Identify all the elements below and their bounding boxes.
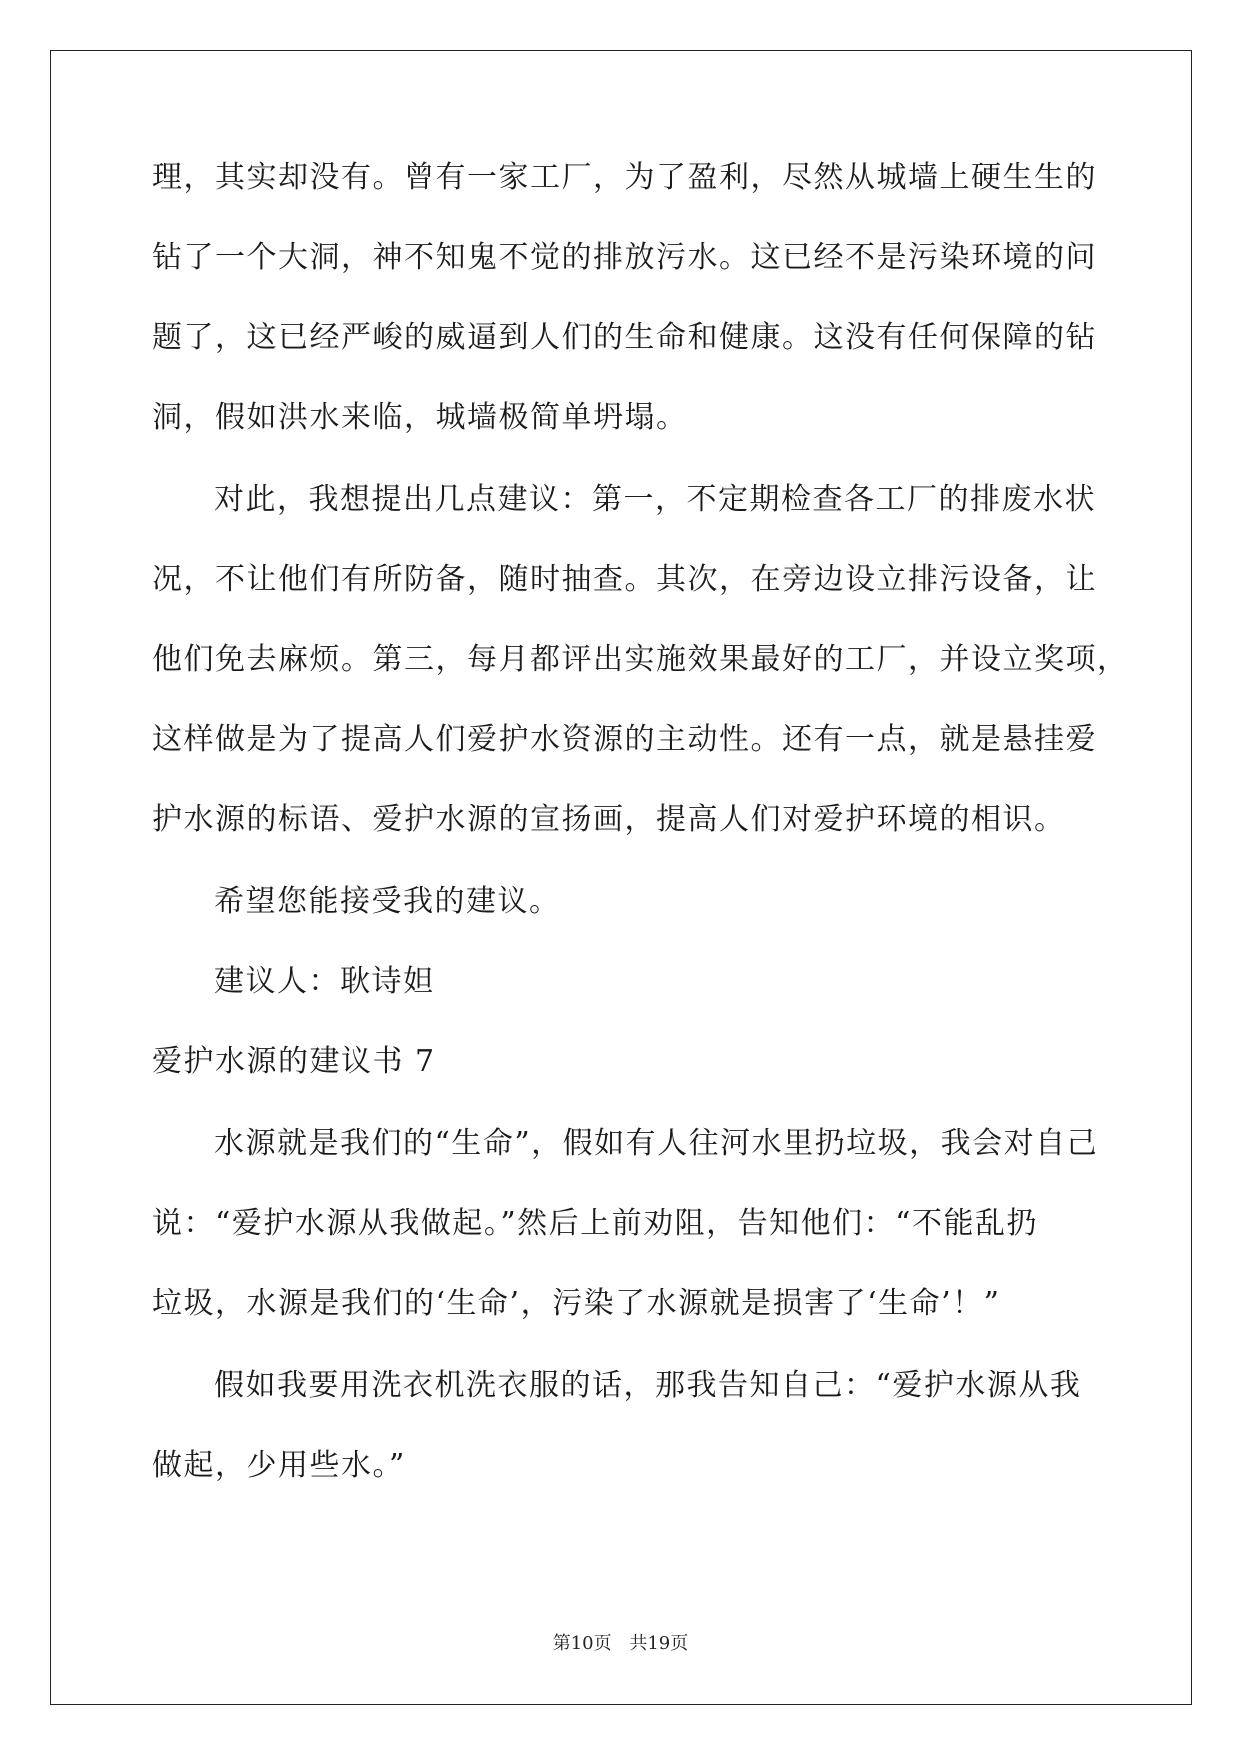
paragraph-line: 说：“爱护水源从我做起。”然后上前劝阻，告知他们：“不能乱扔: [152, 1206, 1039, 1241]
paragraph-line: 做起，少用些水。”: [152, 1448, 406, 1483]
section-heading: 爱护水源的建议书 7: [152, 1044, 436, 1079]
paragraph-line: 希望您能接受我的建议。: [214, 884, 561, 919]
paragraph-line: 题了，这已经严峻的威逼到人们的生命和健康。这没有任何保障的钻: [152, 320, 1097, 355]
page-number-total: 共19页: [629, 1633, 689, 1654]
page-footer: [0, 1633, 1241, 1655]
paragraph-line: 钻了一个大洞，神不知鬼不觉的排放污水。这已经不是污染环境的问: [152, 240, 1097, 275]
paragraph-line: 假如我要用洗衣机洗衣服的话，那我告知自己：“爱护水源从我: [214, 1368, 1082, 1403]
signature-line: 建议人：耿诗妲: [214, 964, 435, 999]
paragraph-line: 理，其实却没有。曾有一家工厂，为了盈利，尽然从城墙上硬生生的: [152, 160, 1097, 195]
paragraph-line: 他们免去麻烦。第三，每月都评出实施效果最好的工厂，并设立奖项，: [152, 642, 1129, 677]
paragraph-line: 水源就是我们的“生命”，假如有人往河水里扔垃圾，我会对自己: [214, 1126, 1099, 1161]
page-number-current: 第10页: [552, 1633, 612, 1654]
paragraph-line: 这样做是为了提高人们爱护水资源的主动性。还有一点，就是悬挂爱: [152, 722, 1097, 757]
paragraph-line: 对此，我想提出几点建议：第一，不定期检查各工厂的排废水状: [214, 482, 1096, 517]
paragraph-line: 垃圾，水源是我们的‘生命’，污染了水源就是损害了‘生命’！”: [152, 1286, 1001, 1321]
paragraph-line: 护水源的标语、爱护水源的宣扬画，提高人们对爱护环境的相识。: [152, 802, 1066, 837]
paragraph-line: 况，不让他们有所防备，随时抽查。其次，在旁边设立排污设备，让: [152, 562, 1097, 597]
paragraph-line: 洞，假如洪水来临，城墙极简单坍塌。: [152, 400, 688, 435]
